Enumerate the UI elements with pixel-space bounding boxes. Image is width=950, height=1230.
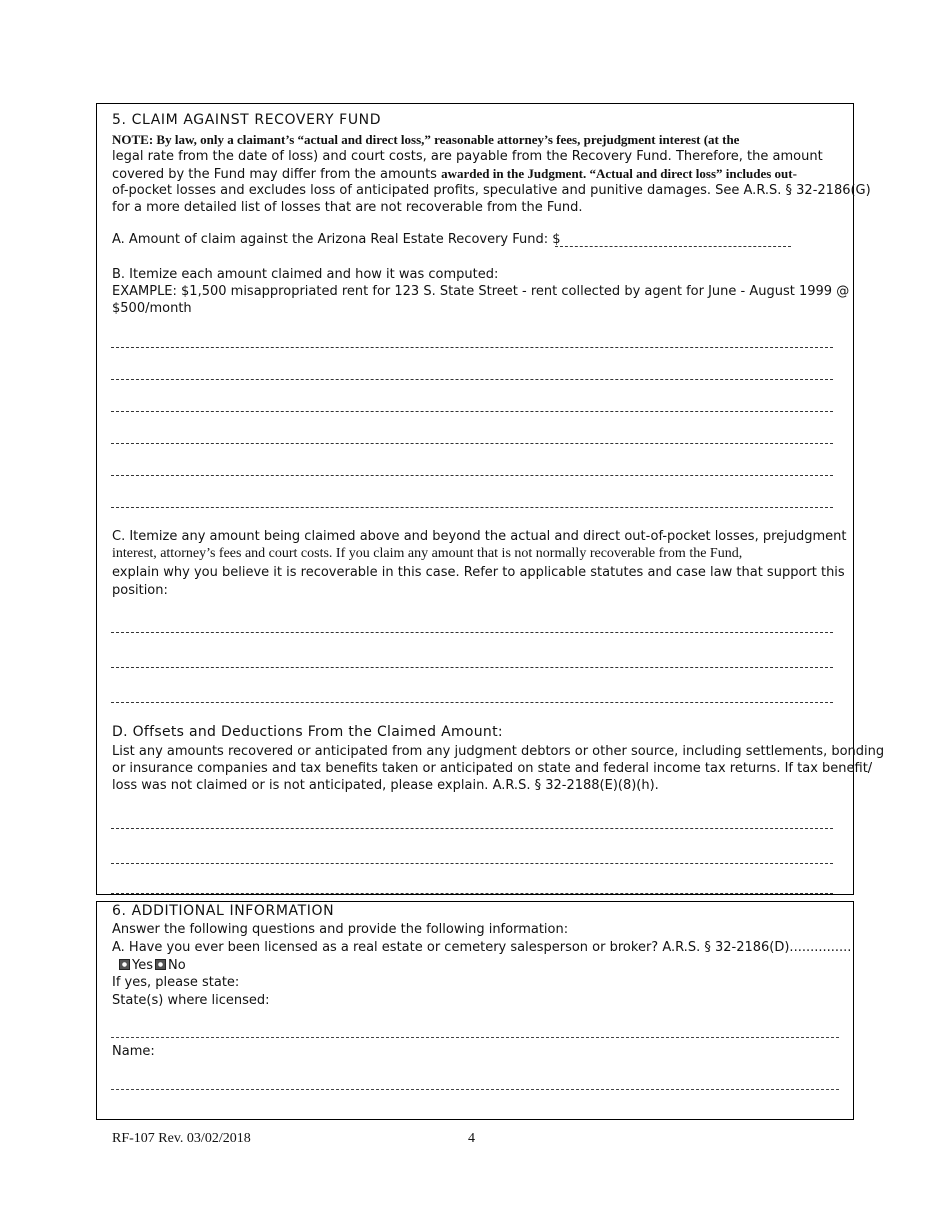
note-line-3-bold: awarded in the Judgment. “Actual and direct loss” includes out- [441, 166, 797, 181]
itemize-answer-line-4[interactable] [111, 443, 833, 444]
example-line-1: EXAMPLE: $1,500 misappropriated rent for 123 S. State Street - rent collected by agent for June - August 1999 @ [112, 284, 850, 299]
d-answer-line-3[interactable] [111, 893, 833, 894]
no-label: No [168, 958, 186, 973]
amount-label: A. Amount of claim against the Arizona Real Estate Recovery Fund: $ [112, 232, 561, 247]
note-line-3 [112, 165, 797, 183]
note-line-3-plain: covered by the Fund may differ from the amounts [112, 167, 442, 182]
section-6-title: 6. ADDITIONAL INFORMATION [112, 903, 335, 919]
d-answer-line-1[interactable] [111, 828, 833, 829]
offsets-title: D. Offsets and Deductions From the Claimed Amount: [112, 724, 503, 740]
note-line-1: NOTE: By law, only a claimant’s “actual and direct loss,” reasonable attorney’s fees, prejudgment interest (at the [112, 132, 740, 147]
page-number: 4 [468, 1131, 475, 1146]
form-revision: RF-107 Rev. 03/02/2018 [112, 1131, 251, 1146]
additional-info-section [96, 901, 854, 1120]
note-line-4: of-pocket losses and excludes loss of anticipated profits, speculative and punitive damages. See A.R.S. § 32-2186(G) [112, 183, 871, 198]
itemize-answer-line-5[interactable] [111, 475, 833, 476]
itemize-label: B. Itemize each amount claimed and how it was computed: [112, 267, 499, 282]
c-answer-line-1[interactable] [111, 632, 833, 633]
section-5-title: 5. CLAIM AGAINST RECOVERY FUND [112, 112, 382, 128]
yes-radio[interactable] [119, 959, 130, 970]
yes-label: Yes [132, 958, 153, 973]
name-input-line[interactable] [111, 1089, 839, 1090]
no-radio[interactable] [155, 959, 166, 970]
c-answer-line-2[interactable] [111, 667, 833, 668]
amount-input-line[interactable] [555, 246, 791, 247]
note-line-5: for a more detailed list of losses that are not recoverable from the Fund. [112, 200, 583, 215]
states-label: State(s) where licensed: [112, 993, 270, 1008]
name-label: Name: [112, 1044, 155, 1059]
d-line-3: loss was not claimed or is not anticipated, please explain. A.R.S. § 32-2188(E)(8)(h). [112, 778, 659, 793]
example-line-2: $500/month [112, 301, 192, 316]
d-answer-line-2[interactable] [111, 863, 833, 864]
itemize-answer-line-6[interactable] [111, 507, 833, 508]
itemize-answer-line-1[interactable] [111, 347, 833, 348]
c-line-1: C. Itemize any amount being claimed above and beyond the actual and direct out-of-pocket losses, prejudgment [112, 529, 847, 544]
states-input-line[interactable] [111, 1037, 839, 1038]
if-yes-label: If yes, please state: [112, 975, 240, 990]
yes-no-options [119, 957, 186, 974]
licensed-question: A. Have you ever been licensed as a real estate or cemetery salesperson or broker? A.R.S. § 32-2186(D)............... [112, 940, 852, 955]
c-line-2: interest, attorney’s fees and court costs. If you claim any amount that is not normally recoverable from the Fund, [112, 546, 743, 561]
note-line-2: legal rate from the date of loss) and court costs, are payable from the Recovery Fund. Therefore, the amount [112, 149, 823, 164]
c-line-4: position: [112, 583, 168, 598]
claim-section [96, 103, 885, 895]
c-line-3: explain why you believe it is recoverable in this case. Refer to applicable statutes and case law that support this [112, 565, 845, 580]
d-line-2: or insurance companies and tax benefits taken or anticipated on state and federal income tax returns. If tax benefit/ [112, 761, 873, 776]
c-answer-line-3[interactable] [111, 702, 833, 703]
itemize-answer-line-3[interactable] [111, 411, 833, 412]
section-6-intro: Answer the following questions and provide the following information: [112, 922, 569, 937]
d-line-1: List any amounts recovered or anticipated from any judgment debtors or other source, including settlements, bonding [112, 744, 885, 759]
itemize-answer-line-2[interactable] [111, 379, 833, 380]
